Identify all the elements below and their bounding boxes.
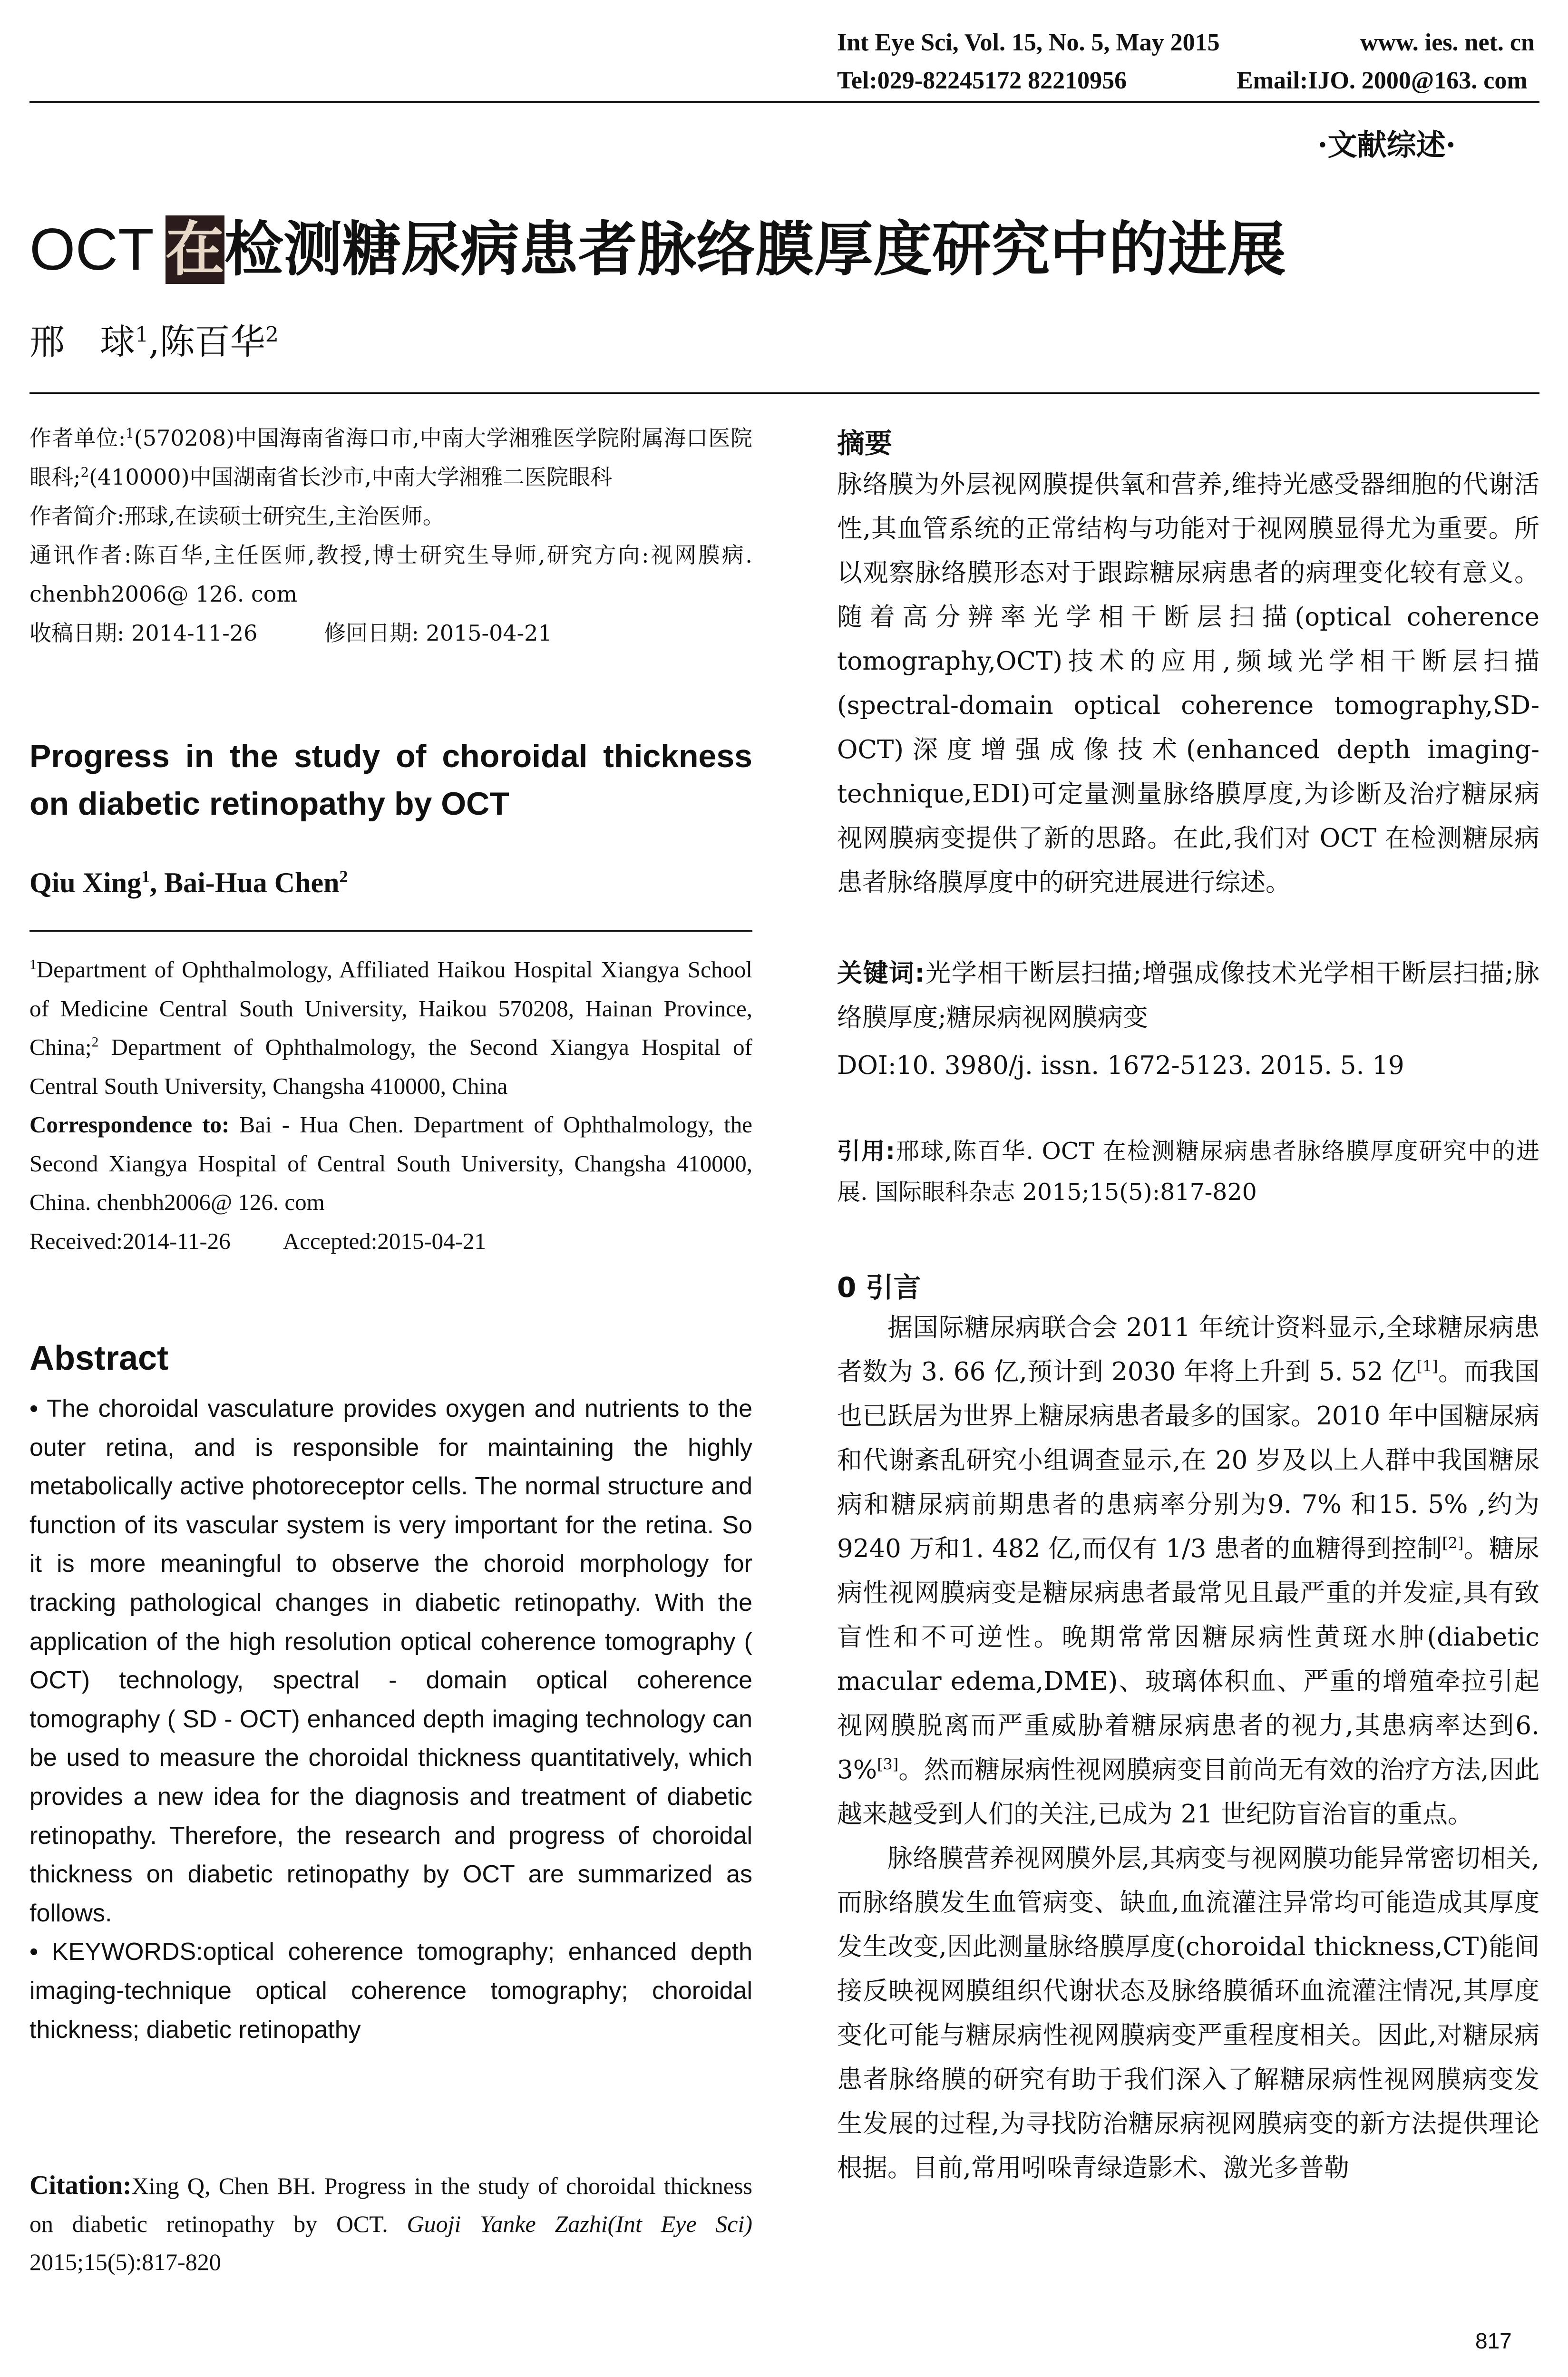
section-tag: ·文献综述·: [1317, 127, 1456, 162]
affiliation-en: $^1$Department of Ophthalmology, Affiliated Haikou Hospital Xiangya School of Medicine Central South University, Haikou 570208, Hainan Province, China;$^2$ Department of Ophthalmology, the Second Xiangya Hospital of Central South University, Changsha 410000, China Correspondence to: Bai - Hua Chen. Department of Ophthalmology, the Second Xiangya Hospital of Central South University, Changsha 410000, China. chenbh2006@ 126. com Received:2014-11-26 Accepted:2015-04-21: [29, 956, 753, 1254]
intro-heading: 0 引言: [837, 1271, 921, 1304]
abstract-body: • The choroidal vasculature provides oxygen and nutrients to the outer retina, and is responsible for maintaining the highly metabolically active photoreceptor cells. The normal structure and function of its vascular system is very important for the retina. So it is more meaningful to observe the choroid morphology for tracking pathological changes in diabetic retinopathy. With the application of the high resolution optical coherence tomography ( OCT) technology, spectral - domain optical coherence tomography ( SD - OCT) enhanced depth imaging technology can be used to measure the choroidal thickness quantitatively, which provides a new idea for the diagnosis and treatment of diabetic retinopathy. Therefore, the research and progress of choroidal thickness on diabetic retinopathy by OCT are summarized as follows.: [29, 1395, 752, 1927]
author-cn-2: 陈百华: [159, 321, 265, 362]
abstract-cn-heading: 摘要: [837, 427, 893, 459]
intro-paragraph-2: 脉络膜营养视网膜外层,其病变与视网膜功能异常密切相关,而脉络膜发生血管病变、缺血,血流灌注异常均可能造成其厚度发生改变,因此测量脉络膜厚度(choroidal thickness,CT)能间接反映视网膜组织代谢状态及脉络膜循环血流灌注情况,其厚度变化可能与糖尿病性视网膜病变严重程度相关。因此,对糖尿病患者脉络膜的研究有助于我们深入了解糖尿病性视网膜病变发生发展的过程,为寻找防治糖尿病视网膜病变的新方法提供理论根据。目前,常用吲哚青绿造影术、激光多普勒: [837, 1844, 1539, 2182]
citation-cn: 引用:邢球,陈百华. OCT 在检测糖尿病患者脉络膜厚度研究中的进展. 国际眼科杂志 2015;15(5):817-820: [837, 1138, 1539, 1206]
authors-en-rule: [29, 930, 752, 932]
authors-en: Qiu Xing$^1$, Bai-Hua Chen$^2$: [29, 867, 348, 898]
journal-website: www. ies. net. cn: [1360, 29, 1535, 56]
doi: DOI:10. 3980/j. issn. 1672-5123. 2015. 5. 19: [837, 1051, 1404, 1080]
bio-cn: 作者简介:邢球,在读硕士研究生,主治医师。: [29, 503, 445, 529]
abstract-cn: 脉络膜为外层视网膜提供氧和营养,维持光感受器细胞的代谢活性,其血管系统的正常结构与功能对于视网膜显得尤为重要。所以观察脉络膜形态对于跟踪糖尿病患者的病理变化较有意义。随着高分辨率光学相干断层扫描(optical coherence tomography,OCT)技术的应用,频域光学相干断层扫描(spectral-domain optical coherence tomography,SD-OCT)深度增强成像技术(enhanced depth imaging-technique,EDI)可定量测量脉络膜厚度,为诊断及治疗糖尿病视网膜病变提供了新的思路。在此,我们对 OCT 在检测糖尿病患者脉络膜厚度中的研究进展进行综述。: [837, 470, 1539, 897]
keywords-en: • KEYWORDS:optical coherence tomography; enhanced depth imaging-technique optical coherence tomography; choroidal thickness; diabetic retinopathy: [29, 1938, 752, 2044]
dates-cn: 收稿日期: 2014-11-26 修回日期: 2015-04-21: [29, 620, 552, 646]
intro-paragraph-1: 据国际糖尿病联合会 2011 年统计资料显示,全球糖尿病患者数为 3. 66 亿,预计到 2030 年将上升到 5. 52 亿[1]。而我国也已跃居为世界上糖尿病患者最多的国家。2010 年中国糖尿病和代谢紊乱研究小组调查显示,在 20 岁及以上人群中我国糖尿病和糖尿病前期患者的患病率分别为9. 7% 和15. 5% ,约为9240 万和1. 482 亿,而仅有 1/3 患者的血糖得到控制[2]。糖尿病性视网膜病变是糖尿病患者最常见且最严重的并发症,具有致盲性和不可逆性。晚期常常因糖尿病性黄斑水肿(diabetic macular edema,DME)、玻璃体积血、严重的增殖牵拉引起视网膜脱离而严重威胁着糖尿病患者的视力,其患病率达到6. 3%[3]。然而糖尿病性视网膜病变目前尚无有效的治疗方法,因此越来越受到人们的关注,已成为 21 世纪防盲治盲的重点。: [837, 1313, 1539, 1829]
author-cn-1: 邢 球: [29, 321, 135, 362]
english-title: Progress in the study of choroidal thickness on diabetic retinopathy by OCT: [29, 738, 752, 822]
header-rule: [29, 101, 1539, 103]
unit-cn: 作者单位:$^1$(570208)中国海南省海口市,中南大学湘雅医学院附属海口医院眼科;$^2$(410000)中国湖南省长沙市,中南大学湘雅二医院眼科: [29, 425, 752, 490]
keywords-cn: 关键词:光学相干断层扫描;增强成像技术光学相干断层扫描;脉络膜厚度;糖尿病视网膜病变: [837, 959, 1539, 1032]
authors-cn: 邢 球$^1$,陈百华$^2$: [29, 321, 279, 362]
citation-en: Citation:Xing Q, Chen BH. Progress in the study of choroidal thickness on diabetic retinopathy by OCT. Guoji Yanke Zazhi(Int Eye Sci) 2015;15(5):817-820: [29, 2171, 752, 2275]
affiliation-cn: [29, 419, 752, 653]
correspondence-label: Correspondence to:: [29, 1111, 230, 1138]
journal-email: Email:IJO. 2000@163. com: [1237, 67, 1528, 94]
correspondence-cn: 通讯作者:陈百华,主任医师,教授,博士研究生导师,研究方向:视网膜病. chenbh2006@ 126. com: [29, 542, 752, 607]
authors-rule: [29, 392, 1539, 394]
title-highlight: 在: [165, 215, 224, 284]
journal-line: Int Eye Sci, Vol. 15, No. 5, May 2015: [837, 29, 1220, 56]
title-prefix: OCT: [29, 217, 154, 283]
title-rest: 检测糖尿病患者脉络膜厚度研究中的进展: [224, 215, 1286, 284]
journal-tel: Tel:029-82245172 82210956: [837, 67, 1127, 94]
page-number: 817: [1475, 2328, 1512, 2353]
abstract-en: [29, 1390, 752, 2049]
page-title: [29, 202, 1286, 287]
abstract-heading: Abstract: [29, 1339, 169, 1377]
intro-body: [837, 1305, 1539, 2190]
